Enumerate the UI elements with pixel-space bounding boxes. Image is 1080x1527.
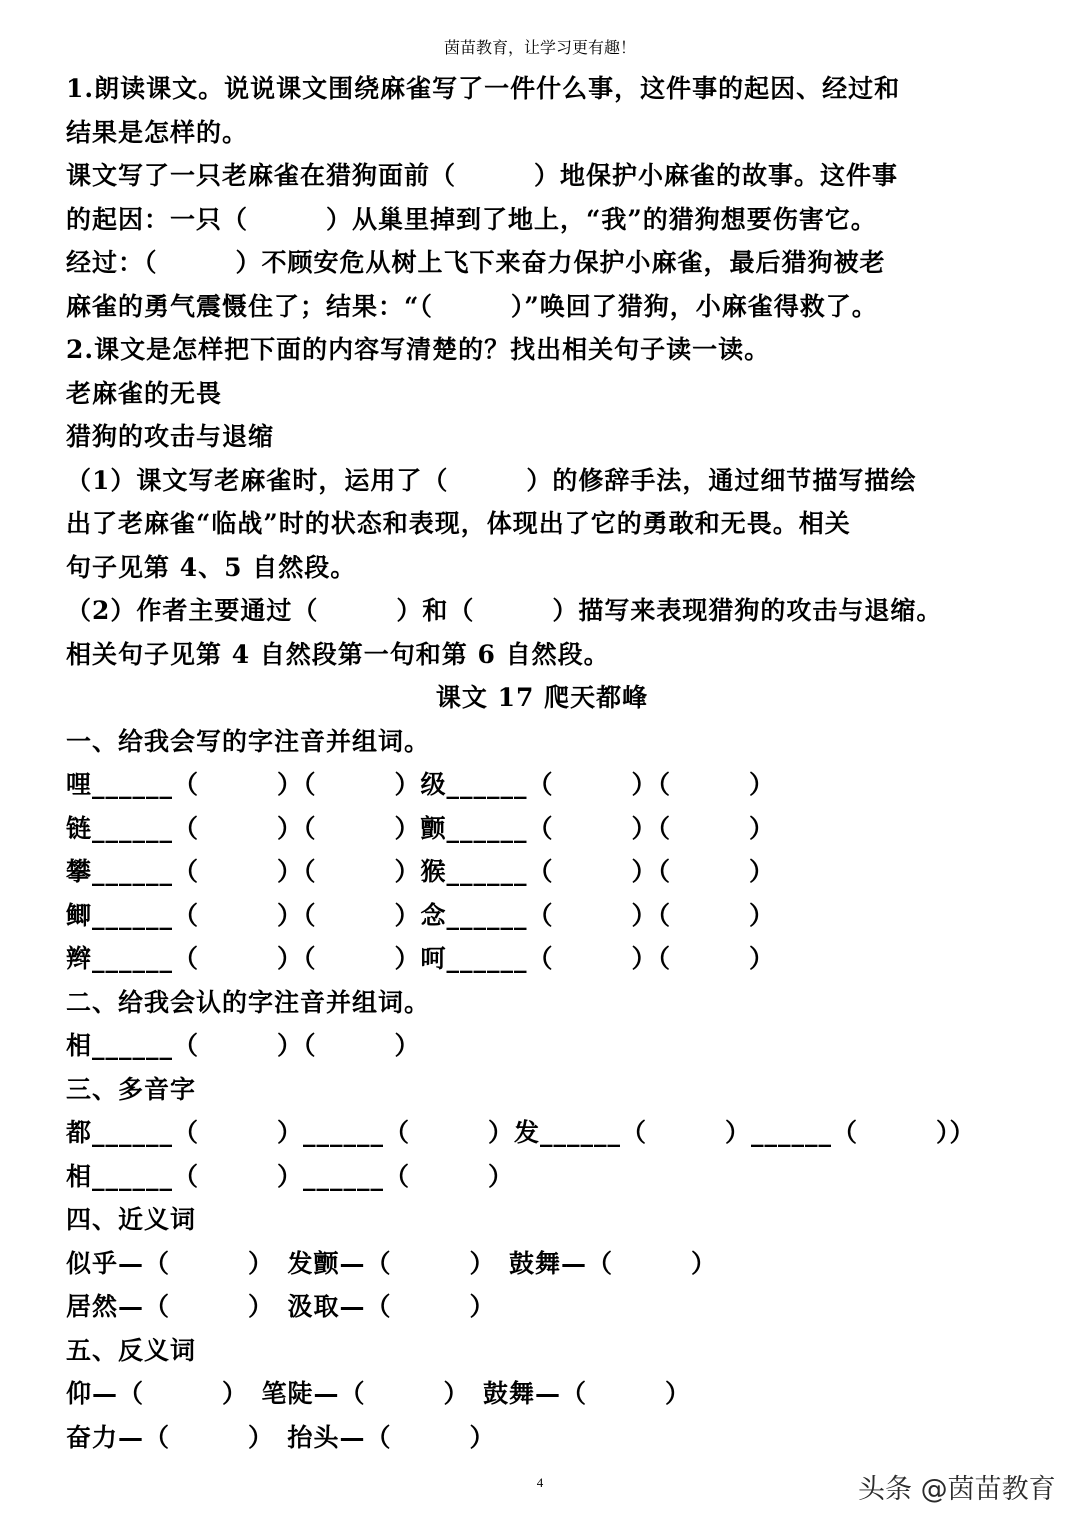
polyphone-row-1: 都______（ ）______（ ）发______（ ）______（ ）） [66, 1118, 976, 1147]
answer-2-1-line-1: （1）课文写老麻雀时，运用了（ ）的修辞手法，通过细节描写描绘 [66, 465, 917, 495]
question-1-line-2: 结果是怎样的。 [66, 117, 249, 147]
page-header: 茵苗教育，让学习更有趣！ [443, 38, 636, 57]
lesson-title: 课文 17 爬天都峰 [435, 683, 649, 712]
synonym-row-1: 似乎—（ ） 发颤—（ ） 鼓舞—（ ） [66, 1248, 718, 1278]
question-1-line-1: 1.朗读课文。说说课文围绕麻雀写了一件什么事，这件事的起因、经过和 [66, 74, 901, 103]
document-body [66, 67, 1018, 1459]
synonym-row-2: 居然—（ ） 汲取—（ ） [66, 1292, 496, 1321]
section-3-heading: 三、多音字 [66, 1074, 197, 1104]
write-row-1: 哩______（ ）（ ）级______（ ）（ ） [66, 770, 776, 799]
antonym-row-2: 奋力—（ ） 抬头—（ ） [66, 1422, 496, 1452]
section-2-heading: 二、给我会认的字注音并组词。 [66, 987, 431, 1017]
answer-1-line-1: 课文写了一只老麻雀在猎狗面前（ ）地保护小麻雀的故事。这件事 [66, 161, 899, 190]
section-1-heading: 一、给我会写的字注音并组词。 [66, 726, 431, 756]
question-2: 2.课文是怎样把下面的内容写清楚的？找出相关句子读一读。 [66, 335, 771, 364]
page-number: 4 [536, 1475, 544, 1490]
watermark: 头条 @茵苗教育 [858, 1474, 1056, 1505]
section-5-heading: 五、反义词 [66, 1335, 197, 1365]
write-row-4: 鲫______（ ）（ ）念______（ ）（ ） [66, 900, 776, 930]
answer-2-1-line-3: 句子见第 4、5 自然段。 [66, 552, 357, 582]
answer-1-line-4: 麻雀的勇气震慑住了；结果：“（ ）”唤回了猎狗，小麻雀得救了。 [66, 291, 878, 321]
topic-hunting-dog: 猎狗的攻击与退缩 [66, 422, 275, 451]
antonym-row-1: 仰—（ ） 笔陡—（ ） 鼓舞—（ ） [66, 1379, 692, 1408]
write-row-3: 攀______（ ）（ ）猴______（ ）（ ） [66, 857, 776, 886]
write-row-5: 辫______（ ）（ ）呵______（ ）（ ） [66, 944, 776, 973]
write-row-2: 链______（ ）（ ）颤______（ ）（ ） [66, 813, 776, 843]
answer-1-line-2: 的起因：一只（ ）从巢里掉到了地上，“我”的猎狗想要伤害它。 [66, 204, 877, 234]
answer-2-2-line-2: 相关句子见第 4 自然段第一句和第 6 自然段。 [66, 639, 610, 669]
topic-old-sparrow: 老麻雀的无畏 [66, 378, 223, 408]
polyphone-row-2: 相______（ ）______（ ） [66, 1161, 515, 1191]
answer-1-line-3: 经过：（ ）不顾安危从树上飞下来奋力保护小麻雀，最后猎狗被老 [66, 248, 886, 277]
recognize-row-1: 相______（ ）（ ） [66, 1031, 421, 1060]
answer-2-1-line-2: 出了老麻雀“临战”时的状态和表现，体现出了它的勇敢和无畏。相关 [66, 509, 851, 538]
section-4-heading: 四、近义词 [66, 1205, 197, 1234]
answer-2-2-line-1: （2）作者主要通过（ ）和（ ）描写来表现猎狗的攻击与退缩。 [66, 596, 943, 625]
